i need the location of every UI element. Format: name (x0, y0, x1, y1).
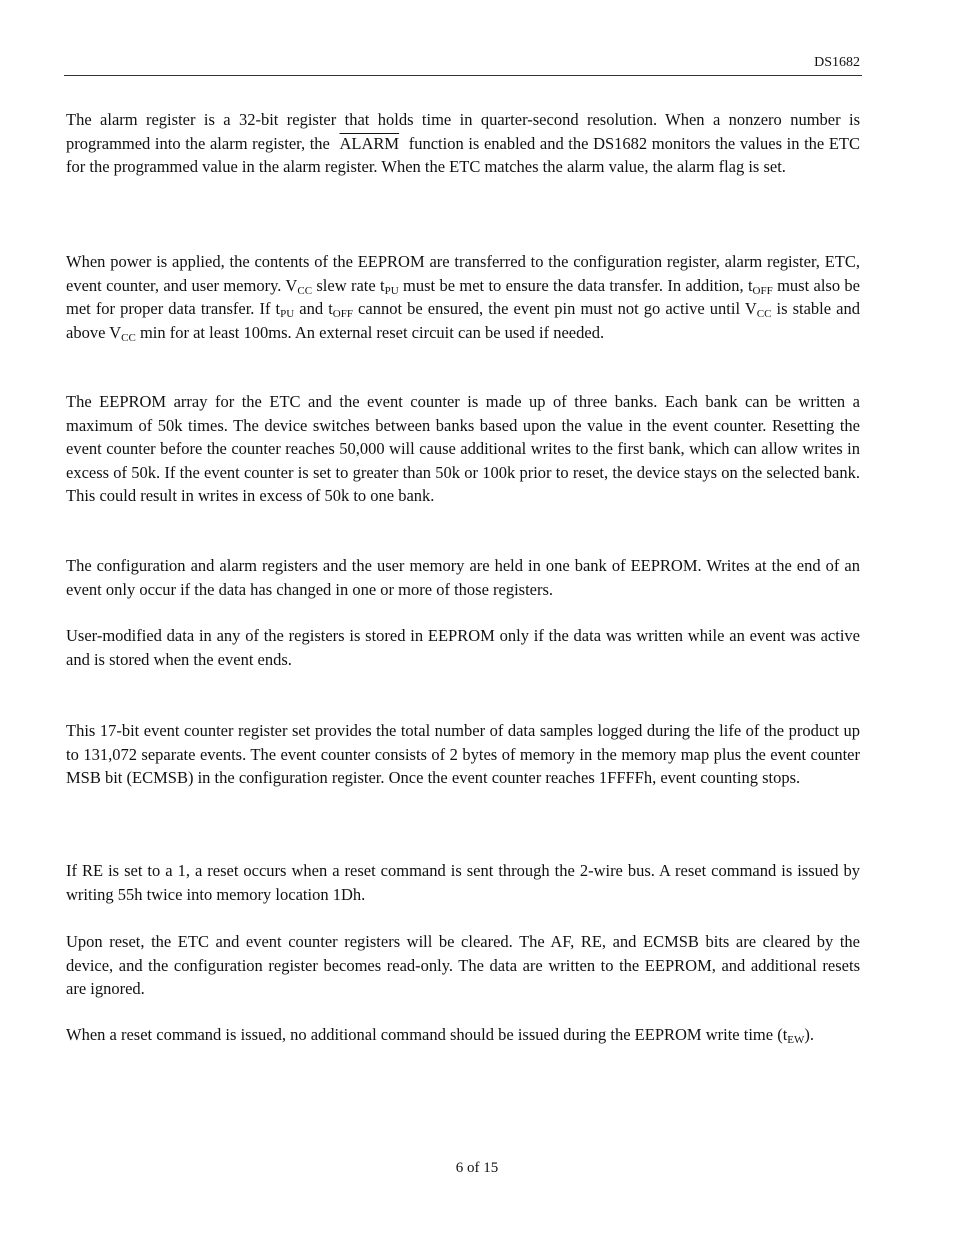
user-modified-paragraph: User-modified data in any of the registers is stored in EEPROM only if the data was written while an event was active and is stored when the event ends. (66, 626, 860, 669)
power-text-c: must be met to ensure the data transfer. In addition, t (398, 275, 753, 295)
eeprom-array-paragraph: The EEPROM array for the ETC and the event counter is made up of three banks. Each bank can be written a maximum of 50k times. The device switches between banks based upon the value in the event counter. Resetting the event counter before the counter reaches 50,000 will cause additional writes to the first bank, which can allow writes in excess of 50k. If the event counter is set to greater than 50k or 100k prior to reset, the device stays on the selected bank. This could result in writes in excess of 50k to one bank. (66, 392, 860, 505)
alarm-text-part-2: function is enabled and the DS1682 monitors the values in the ETC for the programmed value in the alarm register. When the ETC matches the alarm value, the alarm flag is set. (66, 133, 861, 176)
document-id: DS1682 (814, 55, 860, 70)
tpu-subscript: PU (280, 308, 295, 320)
tpu-subscript: PU (384, 284, 399, 297)
alarm-register-paragraph (66, 108, 860, 179)
power-text-g: is stable and above V (66, 299, 860, 342)
config-bank-paragraph: The configuration and alarm registers and the user memory are held in one bank of EEPROM. Writes at the end of an event only occur if the data has changed in one or more of those registers. (66, 556, 860, 599)
power-text-a: When power is applied, the contents of the EEPROM are transferred to the configuration register, alarm register, ETC, event counter, and user memory. V (66, 252, 860, 295)
reset-command-text-a: When a reset command is issued, no additional command should be issued during the EEPROM write time (t (66, 1025, 788, 1044)
tew-subscript: EW (787, 1034, 805, 1046)
power-text-e: and t (294, 299, 333, 318)
power-up-paragraph (66, 250, 860, 344)
vcc-subscript: CC (121, 331, 136, 344)
toff-subscript: OFF (332, 308, 353, 320)
upon-reset-paragraph: Upon reset, the ETC and event counter registers will be cleared. The AF, RE, and ECMSB bits are cleared by the device, and the configuration register becomes read-only. The data are written to the EEPROM, and additional resets are ignored. (66, 932, 860, 998)
power-text-h: min for at least 100ms. An external reset circuit can be used if needed. (135, 322, 605, 342)
toff-subscript: OFF (752, 284, 773, 297)
header-divider (64, 75, 862, 76)
vcc-subscript: CC (297, 284, 313, 297)
vcc-subscript: CC (756, 308, 772, 320)
reset-enable-paragraph: If RE is set to a 1, a reset occurs when a reset command is sent through the 2-wire bus. A reset command is issued by writing 55h twice into memory location 1Dh. (66, 861, 860, 904)
alarm-text-part-1: The alarm register is a 32-bit register that holds time in quarter-second resolution. When a nonzero number is programmed into the alarm register, the (66, 110, 860, 153)
event-counter-paragraph: This 17-bit event counter register set provides the total number of data samples logged during the life of the product up to 131,072 separate events. The event counter consists of 2 bytes of memory in the memory map plus the event counter MSB bit (ECMSB) in the configuration register. Once the event counter reaches 1FFFFh, event counting stops. (66, 721, 860, 787)
reset-command-text-b: ). (804, 1025, 815, 1044)
alarm-signal-name: ALARM (339, 133, 400, 153)
reset-command-paragraph (66, 1023, 860, 1047)
power-text-b: slew rate t (312, 275, 385, 295)
page-number: 6 of 15 (455, 1160, 499, 1176)
power-text-d: must also be met for proper data transfer. If t (66, 275, 861, 318)
power-text-f: cannot be ensured, the event pin must not go active until V (352, 299, 757, 318)
